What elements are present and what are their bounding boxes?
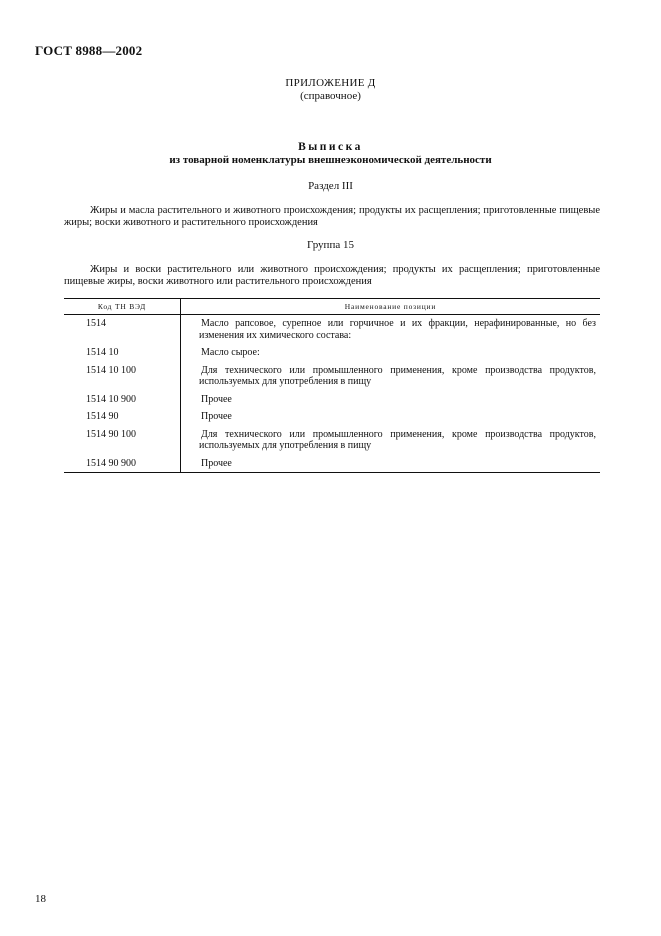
row-name: [181, 391, 601, 409]
table-row: [64, 391, 600, 409]
row-code: 1514 90 100: [64, 426, 181, 455]
row-name-text: Для технического или промышленного применения, кроме производства продуктов, используемых для употребления в пищу: [199, 364, 596, 387]
row-name: [181, 408, 601, 426]
row-code: 1514: [64, 315, 181, 345]
row-name: [181, 315, 601, 345]
table-row: [64, 362, 600, 391]
header-code: Код ТН ВЭД: [64, 299, 181, 315]
row-name-text: Масло сырое:: [201, 347, 260, 358]
row-name-text: Для технического или промышленного применения, кроме производства продуктов, используемых для употребления в пищу: [199, 428, 596, 451]
table-row: [64, 455, 600, 473]
group-description: Жиры и воски растительного или животного происхождения; продукты их расщепления; приготовленные пищевые жиры, воски животного или растительного происхождения: [64, 264, 600, 287]
table-row: [64, 344, 600, 362]
row-code: 1514 90: [64, 408, 181, 426]
row-name: [181, 426, 601, 455]
row-name: [181, 344, 601, 362]
row-name-text: Прочее: [201, 457, 232, 469]
group-label: Группа 15: [307, 239, 354, 251]
section-label: Раздел III: [308, 180, 353, 192]
row-name-text: Прочее: [201, 411, 232, 422]
table-row: [64, 426, 600, 455]
row-name-text: Прочее: [201, 393, 232, 405]
page-number: 18: [35, 893, 46, 905]
row-code: 1514 90 900: [64, 455, 181, 473]
table-row: [64, 408, 600, 426]
extract-title: Выписка: [298, 141, 363, 153]
table-header-row: [64, 299, 600, 315]
extract-subtitle: из товарной номенклатуры внешнеэкономической деятельности: [169, 154, 492, 166]
document-id: ГОСТ 8988—2002: [35, 43, 143, 58]
nomenclature-table: [64, 298, 600, 473]
appendix-title: ПРИЛОЖЕНИЕ Д: [285, 77, 376, 89]
table-row: [64, 315, 600, 345]
row-code: 1514 10 900: [64, 391, 181, 409]
section-description: Жиры и масла растительного и животного происхождения; продукты их расщепления; приготовленные пищевые жиры; воски животного и растительного происхождения: [64, 205, 600, 228]
row-code: 1514 10: [64, 344, 181, 362]
row-code: 1514 10 100: [64, 362, 181, 391]
appendix-note: (справочное): [300, 90, 361, 102]
row-name: [181, 455, 601, 473]
header-name: Наименование позиции: [181, 299, 601, 315]
row-name-text: Масло рапсовое, сурепное или горчичное и их фракции, нерафинированные, но без изменения их химического состава:: [199, 318, 596, 341]
row-name: [181, 362, 601, 391]
